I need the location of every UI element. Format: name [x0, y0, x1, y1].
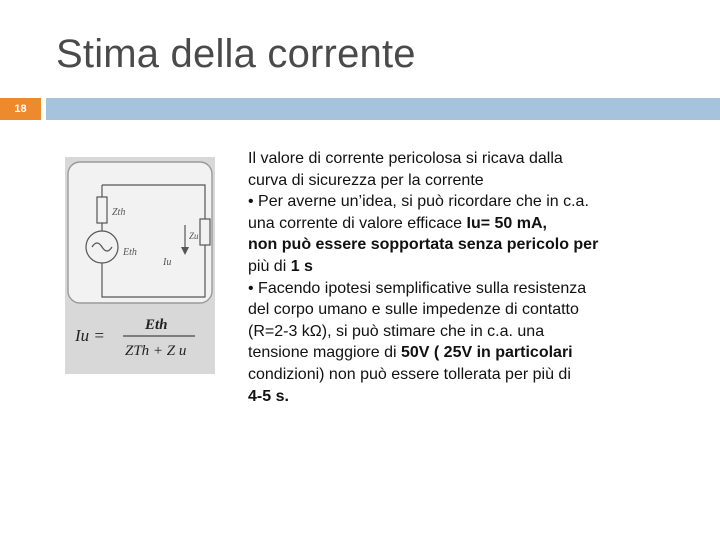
- text-line: [248, 213, 668, 235]
- text-span: • Facendo ipotesi semplificative sulla resistenza: [248, 279, 587, 297]
- text-bold: 4-5 s.: [248, 387, 289, 405]
- label-zth: Zth: [112, 207, 126, 218]
- circuit-diagram: [65, 157, 215, 374]
- text-bold: 50V ( 25V in particolari: [400, 344, 573, 362]
- text-line: [248, 170, 668, 192]
- text-line: [248, 321, 668, 343]
- zth-resistor: [97, 197, 107, 223]
- slide-number: 18: [0, 98, 41, 120]
- text-line: [248, 191, 668, 213]
- label-zu: Zu: [189, 231, 199, 241]
- text-span: del corpo umano e sulle impedenze di contatto: [248, 301, 579, 319]
- text-span: Il valore di corrente pericolosa si ricava dalla: [248, 150, 563, 167]
- formula-denominator: ZTh + Z u: [125, 343, 187, 359]
- text-line: [248, 256, 668, 278]
- text-line: [248, 299, 668, 321]
- text-line: [248, 278, 668, 300]
- body-text: [248, 148, 668, 407]
- label-iu: Iu: [163, 257, 172, 268]
- zu-resistor: [200, 219, 210, 245]
- text-line: [248, 342, 668, 364]
- text-span: condizioni) non può essere tollerata per più di: [248, 365, 571, 383]
- circuit-figure: [65, 157, 215, 374]
- text-line: [248, 364, 668, 386]
- text-span: più di: [248, 257, 291, 275]
- text-bold: non può essere sopportata senza pericolo per: [248, 236, 599, 254]
- text-span: • Per averne un’idea, si può ricordare che in c.a.: [248, 193, 589, 211]
- slide-title: Stima della corrente: [56, 32, 416, 76]
- text-bold: 1 s: [290, 257, 313, 275]
- title-bar: [46, 98, 720, 120]
- text-span: curva di sicurezza per la corrente: [248, 171, 484, 189]
- label-eth: Eth: [123, 247, 137, 258]
- text-span: una corrente di valore efficace: [248, 214, 467, 232]
- text-bold: Iu= 50 mA,: [466, 214, 547, 232]
- text-line: [248, 386, 668, 408]
- text-span: (R=2-3 kΩ), si può stimare che in c.a. una: [248, 322, 545, 340]
- text-line: [248, 234, 668, 256]
- text-span: tensione maggiore di: [248, 344, 401, 362]
- formula-numerator: Eth: [145, 317, 168, 333]
- text-line: [248, 148, 668, 170]
- formula-lhs: Iu =: [75, 326, 105, 345]
